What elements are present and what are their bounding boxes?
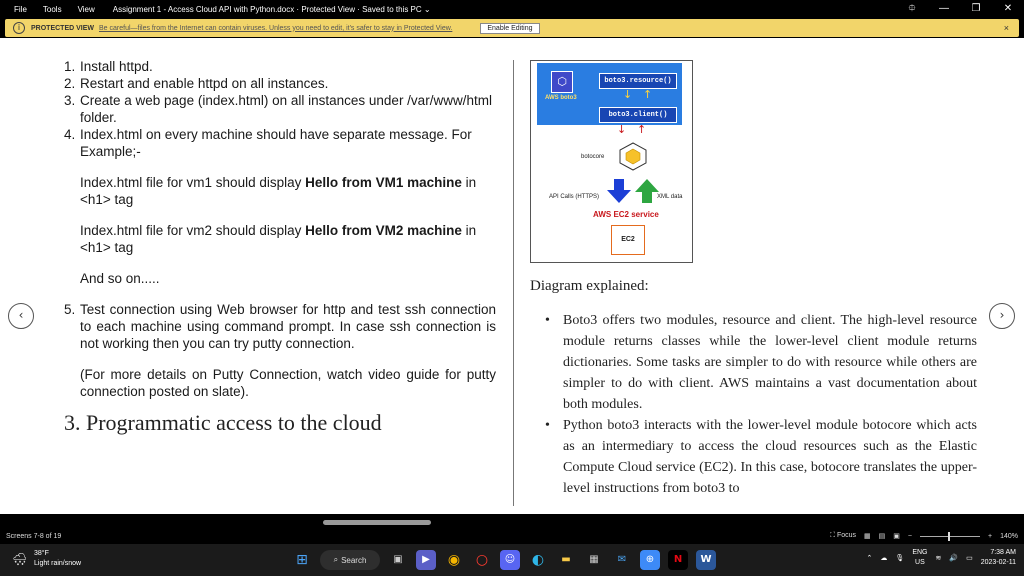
- network-icon[interactable]: ☁: [880, 555, 888, 562]
- taskbar-apps: [292, 550, 716, 570]
- screen-count: Screens 7-8 of 19: [6, 532, 62, 540]
- banner-close-icon[interactable]: ×: [1003, 23, 1009, 33]
- list-item: 3. Create a web page (index.html) on all instances under /var/www/html folder.: [64, 93, 492, 125]
- arrow-down-icon: ↓: [617, 123, 627, 136]
- calculator-icon[interactable]: ⊕: [640, 550, 660, 570]
- taskbar-search[interactable]: ⌕ Search: [320, 550, 380, 570]
- boto3-resource-box: boto3.resource(): [599, 73, 677, 89]
- arrow-up-icon: ↑: [643, 88, 653, 101]
- diagram-explained-title: Diagram explained:: [530, 278, 649, 294]
- list-item: 4. Index.html on every machine should have separate message. For Example;-: [64, 127, 472, 159]
- start-icon[interactable]: ⊞: [296, 552, 308, 568]
- teams-icon[interactable]: ▶: [416, 550, 436, 570]
- close-icon[interactable]: ✕: [1003, 3, 1013, 14]
- boto3-diagram: [530, 60, 693, 263]
- ec2-chip-icon: EC2: [611, 225, 645, 255]
- volume-icon[interactable]: 🔊: [949, 555, 959, 562]
- zoom-in-icon[interactable]: +: [988, 532, 993, 540]
- list-item: 1. Install httpd.: [64, 59, 153, 74]
- vm2-paragraph: Index.html file for vm2 should display Hello from VM2 machine in <h1> tag: [80, 223, 477, 255]
- menu-tools[interactable]: Tools: [42, 4, 62, 14]
- vm1-paragraph: Index.html file for vm1 should display Hello from VM1 machine in <h1> tag: [80, 175, 477, 207]
- wifi-icon[interactable]: ≋: [935, 555, 942, 562]
- arrow-down-icon: ↓: [623, 88, 633, 101]
- title-bar: [0, 0, 1024, 18]
- search-icon: ⌕: [333, 555, 339, 564]
- zoom-level[interactable]: 140%: [1000, 532, 1018, 540]
- taskbar: [0, 544, 1024, 576]
- aws-boto3-icon: ⬡: [551, 71, 573, 93]
- zoom-out-icon[interactable]: −: [907, 532, 912, 540]
- left-column: [64, 58, 496, 435]
- document-page: [0, 38, 1024, 514]
- battery-icon[interactable]: ▭: [966, 555, 973, 562]
- weather-icon: 🌨: [12, 552, 28, 566]
- horizontal-scrollbar[interactable]: [0, 514, 1024, 528]
- file-explorer-icon[interactable]: ▬: [561, 554, 571, 565]
- language-indicator[interactable]: ENG US: [912, 549, 928, 566]
- edge-icon[interactable]: ◐: [531, 552, 545, 568]
- botocore-cube-icon: [618, 141, 648, 171]
- section-heading: 3. Programmatic access to the cloud: [64, 410, 382, 435]
- focus-button[interactable]: ⛶ Focus: [830, 532, 857, 539]
- info-icon: i: [13, 22, 25, 34]
- xml-data-arrow-icon: [635, 179, 659, 203]
- next-screen-button[interactable]: ›: [989, 303, 1015, 329]
- read-mode-icon[interactable]: ▦: [864, 533, 871, 540]
- discord-icon[interactable]: ☺: [500, 550, 520, 570]
- chevron-up-icon[interactable]: ⌃: [866, 555, 873, 562]
- explanation-list: [545, 310, 977, 499]
- ec2-service-label: AWS EC2 service: [593, 210, 659, 219]
- boto3-panel: [537, 63, 682, 125]
- system-tray: [867, 548, 1016, 568]
- botocore-label: botocore: [581, 154, 605, 160]
- and-so-on-text: And so on.....: [80, 271, 160, 286]
- arrow-up-icon: ↑: [637, 123, 647, 136]
- minimize-icon[interactable]: —: [939, 3, 949, 14]
- microphone-icon[interactable]: 🎙: [895, 555, 905, 562]
- menu-view[interactable]: View: [77, 4, 95, 14]
- previous-screen-button[interactable]: ‹: [8, 303, 34, 329]
- restore-icon[interactable]: ❐: [971, 3, 981, 14]
- status-bar: [0, 528, 1024, 544]
- enable-editing-button[interactable]: Enable Editing: [480, 23, 539, 34]
- word-icon[interactable]: W: [696, 550, 716, 570]
- chrome-icon[interactable]: ◉: [447, 552, 461, 568]
- window-controls: [896, 0, 1024, 18]
- list-item: 5. Test connection using Web browser for http and test ssh connection to each machine using command prompt. In case ssh connection is not working then you can try putty connection.: [64, 302, 496, 351]
- store-icon[interactable]: ▦: [589, 554, 599, 565]
- putty-note: (For more details on Putty Connection, watch video guide for putty connection posted on slate).: [80, 367, 496, 399]
- list-item: • Boto3 offers two modules, resource and client. The high-level resource module returns classes while the lower-level client module returns dictionaries. Some tasks are simpler to do with resource while others are simpler to do with client. AWS maintains a vast documentation about both modules.: [545, 313, 977, 412]
- task-view-icon[interactable]: ▣: [393, 554, 403, 565]
- zoom-slider[interactable]: [920, 536, 980, 537]
- aws-boto3-label: AWS boto3: [545, 95, 577, 101]
- protected-view-label: PROTECTED VIEW: [31, 24, 95, 32]
- document-title[interactable]: Assignment 1 - Access Cloud API with Python.docx · Protected View · Saved to this PC ⌄: [112, 4, 431, 14]
- xml-data-label: XML data: [657, 194, 683, 200]
- web-layout-icon[interactable]: ▣: [893, 533, 900, 540]
- scrollbar-thumb[interactable]: [323, 520, 431, 525]
- boto3-client-box: boto3.client(): [599, 107, 677, 123]
- column-divider: [513, 60, 514, 506]
- list-item: • Python boto3 interacts with the lower-level module botocore which acts as an intermediary to access the cloud resources such as the Elastic Compute Cloud service (EC2). In this case, botocore translates the upper-level instructions from boto3 to: [545, 418, 977, 496]
- print-layout-icon[interactable]: ▤: [878, 533, 886, 540]
- mail-icon[interactable]: ✉: [617, 554, 627, 565]
- netflix-icon[interactable]: N: [668, 550, 688, 570]
- protected-view-message[interactable]: Be careful—files from the Internet can contain viruses. Unless you need to edit, it's safer to stay in Protected View.: [99, 24, 453, 32]
- fullscreen-icon[interactable]: ⯐: [908, 3, 916, 14]
- list-item: 2. Restart and enable httpd on all instances.: [64, 76, 329, 91]
- api-calls-label: API Calls (HTTPS): [549, 194, 600, 200]
- menu-file[interactable]: File: [14, 4, 27, 14]
- protected-view-banner: [5, 19, 1019, 37]
- clock[interactable]: 7:38 AM 2023-02-11: [980, 549, 1016, 566]
- weather-widget[interactable]: 🌨 38°F Light rain/snow: [12, 550, 82, 567]
- api-calls-arrow-icon: [607, 179, 631, 203]
- opera-icon[interactable]: ○: [475, 552, 489, 568]
